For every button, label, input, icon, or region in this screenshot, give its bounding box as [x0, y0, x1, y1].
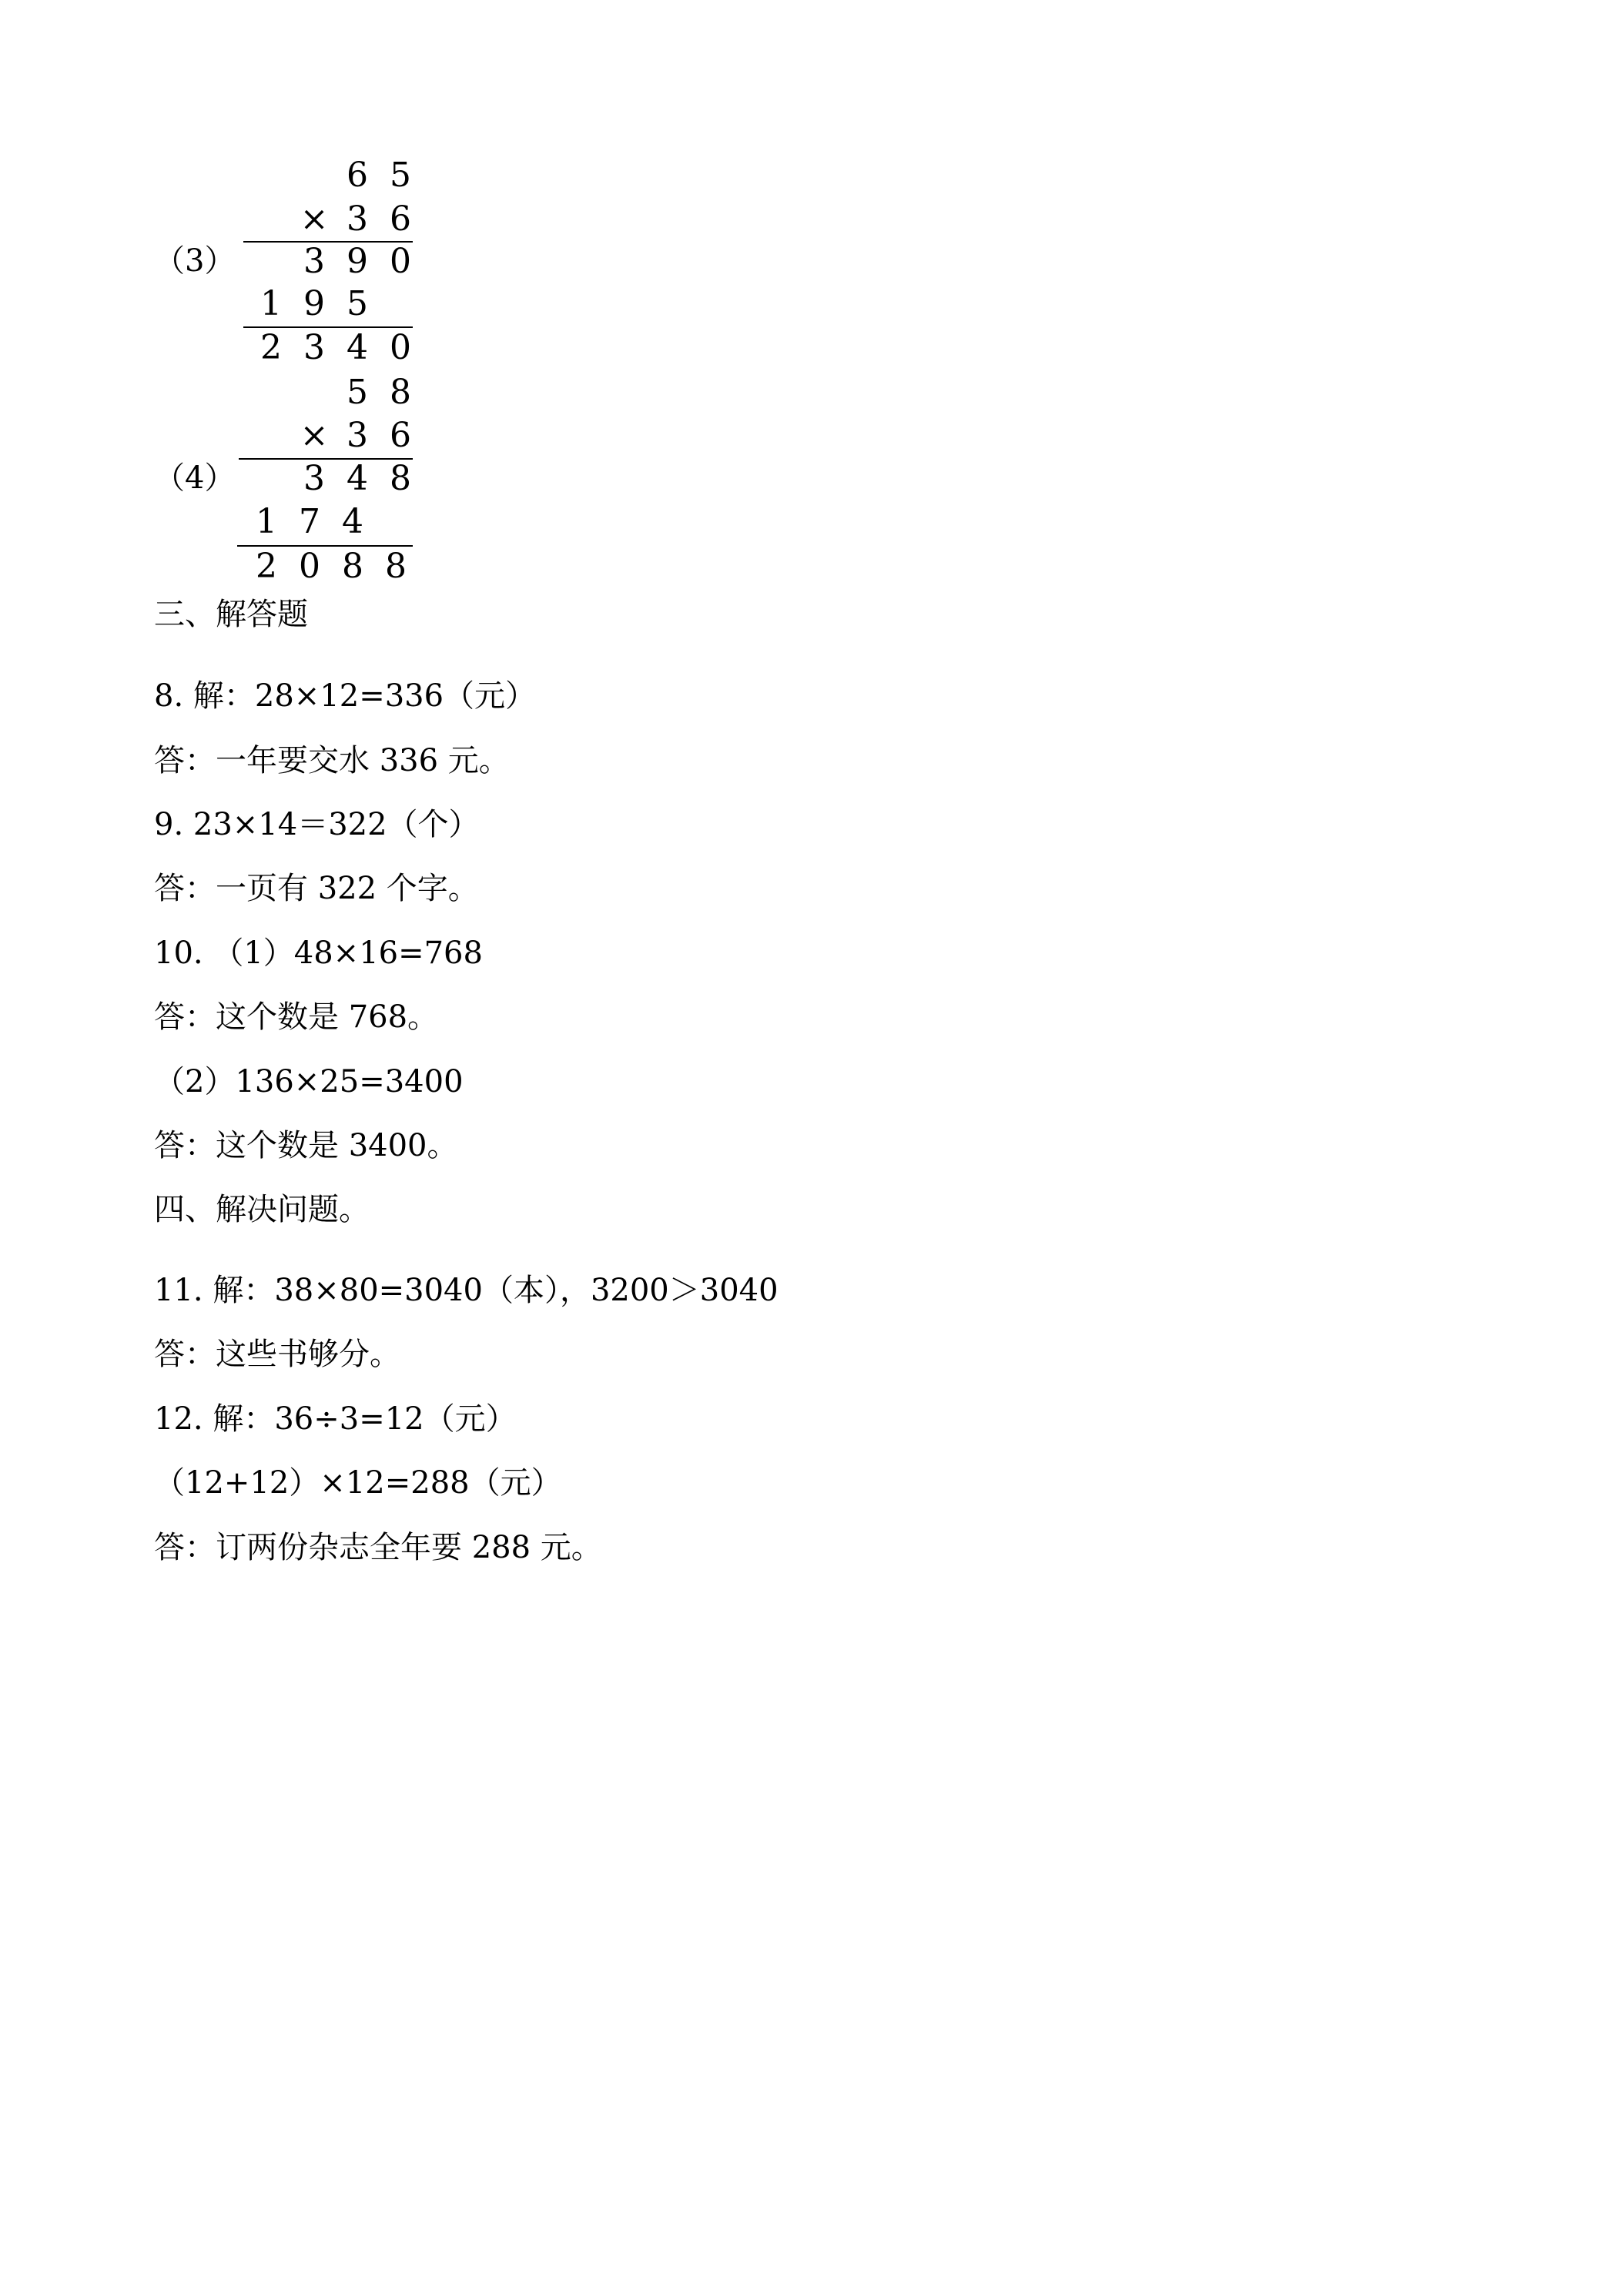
- partial-product-row: [249, 283, 379, 325]
- answer-line: 答：这个数是 768。: [154, 999, 439, 1035]
- digit: 2: [260, 328, 282, 367]
- multiplicand-row: [336, 154, 422, 196]
- digit: 3: [303, 328, 325, 367]
- digit: 1: [256, 502, 277, 541]
- vertical-multiplication-4: [154, 371, 462, 594]
- result-row: [245, 545, 417, 587]
- digit: 4: [342, 502, 363, 541]
- answer-line: 答：这些书够分。: [154, 1337, 400, 1372]
- answer-line: （2）136×25=3400: [154, 1064, 464, 1099]
- calc-label: （4）: [154, 460, 236, 496]
- digit: 9: [303, 284, 325, 323]
- partial-product-row: [293, 457, 422, 500]
- digit: 8: [390, 459, 411, 498]
- vertical-multiplication-3: [154, 154, 462, 373]
- section-heading: 三、解答题: [154, 597, 308, 632]
- digit: 8: [342, 547, 363, 586]
- digit: 5: [347, 373, 368, 412]
- digit: 5: [347, 284, 368, 323]
- answer-line: 答：一年要交水 336 元。: [154, 743, 510, 778]
- section-heading: 四、解决问题。: [154, 1192, 370, 1227]
- multiplier-row: [293, 198, 422, 240]
- digit: 3: [347, 199, 368, 239]
- digit: 5: [390, 156, 411, 195]
- times-sign: ×: [300, 199, 329, 239]
- partial-product-row: [245, 500, 374, 543]
- digit: 8: [390, 373, 411, 412]
- digit: 3: [303, 242, 325, 281]
- answer-line: 9. 23×14＝322（个）: [154, 807, 480, 842]
- digit: 4: [347, 459, 368, 498]
- digit: 6: [390, 199, 411, 239]
- multiplicand-row: [336, 371, 422, 413]
- digit: 0: [390, 242, 411, 281]
- multiplier-row: [293, 414, 422, 457]
- answer-line: 8. 解：28×12=336（元）: [154, 678, 537, 714]
- answer-line: 答：这个数是 3400。: [154, 1128, 458, 1163]
- answer-line: 答：一页有 322 个字。: [154, 871, 479, 906]
- answer-line: （12+12）×12=288（元）: [154, 1465, 562, 1501]
- digit: 3: [303, 459, 325, 498]
- digit: 0: [299, 547, 320, 586]
- answer-line: 12. 解：36÷3=12（元）: [154, 1401, 517, 1437]
- digit: 6: [390, 416, 411, 455]
- digit: 3: [347, 416, 368, 455]
- digit: 1: [260, 284, 282, 323]
- result-row: [249, 326, 422, 369]
- digit: 8: [385, 547, 407, 586]
- answer-line: 答：订两份杂志全年要 288 元。: [154, 1530, 602, 1565]
- times-sign: ×: [300, 416, 329, 455]
- digit: 0: [390, 328, 411, 367]
- answer-line: 11. 解：38×80=3040（本），3200＞3040: [154, 1273, 779, 1308]
- answer-line: 10. （1）48×16=768: [154, 935, 483, 971]
- digit: 7: [299, 502, 320, 541]
- calc-label: （3）: [154, 243, 236, 279]
- digit: 4: [347, 328, 368, 367]
- digit: 2: [256, 547, 277, 586]
- digit: 6: [347, 156, 368, 195]
- partial-product-row: [293, 240, 422, 283]
- digit: 9: [347, 242, 368, 281]
